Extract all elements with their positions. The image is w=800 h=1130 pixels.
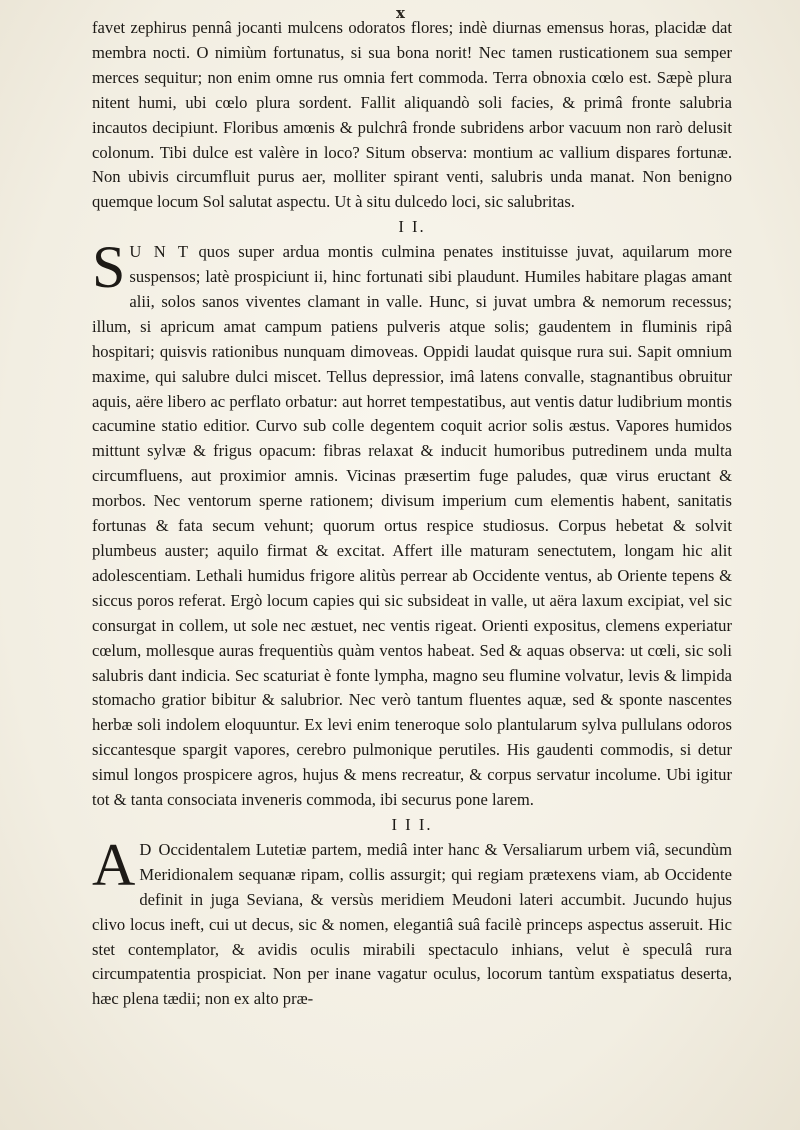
section-2-text: quos super ardua montis culmina penates instituisse juvat, aquilarum more suspensos; latè prospiciunt ii, hinc fortunati sibi plaudunt. Humiles habitare plagas amant alii, solos sanos viventes clamant in valle. Hunc, si juvat umbra & nemorum recessus; illum, si apricum amat campum patiens pulveris atque solis; gaudentem in fluminis ripâ hospitari; quisvis rationibus nunquam dimoveas. Oppidi laudat quisque rura sui. Sapit omnium maxime, qui salubre dulci miscet. Tellus depressior, imâ latens convalle, stagnantibus obruitur aquis, aëre libero ac perflato orbatur: aut horret tempestatibus, aut ventis datur ludibrium montis cacumine statio editior. Curvo sub colle degentem coquit acrior solis æstus. Vapores humidos mittunt sylvæ & frigus opacum: fibras relaxat & inducit humoribus putredinem unda multa circumfluens, aut proximior amnis. Vicinas præsertim fuge paludes, quæ virus eructant & morbos. Nec ventorum sperne rationem; divisum imperium cum elementis habent, sanitatis fortunas & fata secum vehunt; quorum ortus respice studiosus. Corpus hebetat & solvit plumbeus auster; aquilo firmat & excitat. Affert ille maturam senectutem, longam hic alit adolescentiam. Lethali humidus frigore alitùs perrear ab Occidente ventus, ab Oriente tepens & siccus poros referat. Ergò locum capies qui sic subsideat in valle, ut aëra laxum excipiat, vel sic consurgat in collem, ut sole nec æstuet, nec ventis rigeat. Orienti expositus, clemens experiatur cœlum, mollesque auras frequentiùs quàm ventos habeat. Sed & aquas observa: ut cœli, sic soli salubris dant indicia. Sec scaturiat è fonte lympha, magno seu flumine volvatur, levis & limpida stomacho gratior bibitur & salubrior. Nec verò tantum fluentes aquæ, sed & sponte nascentes herbæ soli indolem eloquuntur. Ex levi enim teneroque solo plantularum sylva pullulans odoros siccantesque spargit vapores, cerebro pulmonique perutiles. His gaudenti commodis, si detur simul longos prospicere agros, hujus & mens recreatur, & corpus servatur incolume. Ubi igitur tot & tanta consociata inveneris commoda, ibi securus pone larem. (92, 242, 732, 810)
section-3-first-words: D (139, 839, 154, 859)
section-2-first-words: U N T (129, 242, 191, 262)
section-heading-2: I I. (398, 217, 426, 237)
section-3-text: Occidentalem Lutetiæ partem, mediâ inter hanc & Versaliarum urbem viâ, secundùm Meridionalem sequanæ ripam, collis assurgit; qui regiam prætexens viam, ab Occidente definit in juga Seviana, & versùs meridiem Meudoni lateri accumbit. Jucundo hujus clivo locus ineft, cui ut decus, sic & nomen, elegantiâ suâ facilè princeps aspectus asseruit. Hic stet contemplator, & avidis oculis mirabili spectaculo inhians, velut è speculâ rura circumpatentia prospiciat. Non per inane vagatur oculus, locorum tantùm exspatiatus deserta, hæc plena tædii; non ex alto præ- (92, 839, 732, 1009)
section-3-paragraph (92, 831, 732, 1012)
document-body (92, 16, 732, 1012)
section-2-dropcap: S (92, 234, 126, 301)
section-heading-3: I I I. (391, 814, 433, 834)
section-2-paragraph (92, 234, 732, 813)
intro-paragraph: favet zephirus pennâ jocanti mulcens odoratos flores; indè diurnas emensus horas, placidæ dat membra nocti. O nimiùm fortunatus, si sua bona norit! Nec tamen rusticationem sua semper merces sequitur; non enim omne rus omnia fert commoda. Terra obnoxia cœlo est. Sæpè plura nitent humi, ubi cœlo plura sordent. Fallit aliquandò soli facies, & primâ fronte salubria incautos decipiunt. Floribus amœnis & pulchrâ fronde subridens arbor vacuum non rarò delusit colonum. Tibi dulce est valère in loco? Situm observa: montium ac vallium dispares fortunæ. Non ubivis circumfluit purus aer, molliter spirant venti, salubris unda manat. Non benigno quemque locum Sol salutat aspectu. Ut à situ dulcedo loci, sic salubritas. (92, 18, 732, 212)
page-top-mark: x (396, 4, 405, 22)
section-3-dropcap: A (92, 831, 136, 898)
